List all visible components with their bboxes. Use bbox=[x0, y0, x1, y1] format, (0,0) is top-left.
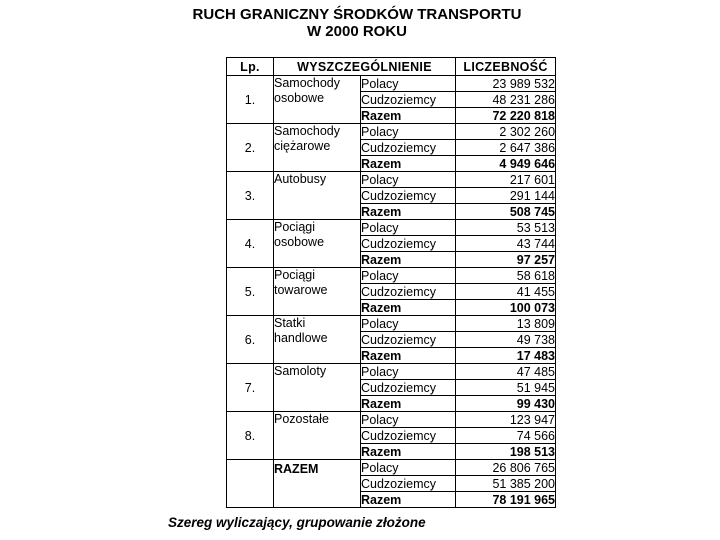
category-label: Cudzoziemcy bbox=[361, 428, 456, 444]
count-value: 72 220 818 bbox=[456, 108, 556, 124]
table-row bbox=[227, 460, 556, 476]
count-value: 47 485 bbox=[456, 364, 556, 380]
count-value: 78 191 965 bbox=[456, 492, 556, 508]
category-label: Polacy bbox=[361, 460, 456, 476]
count-value: 100 073 bbox=[456, 300, 556, 316]
transport-table bbox=[226, 57, 556, 508]
table-row bbox=[227, 412, 556, 428]
count-value: 49 738 bbox=[456, 332, 556, 348]
category-label: Razem bbox=[361, 444, 456, 460]
row-number: 5. bbox=[227, 268, 274, 316]
category-label: Razem bbox=[361, 108, 456, 124]
category-label: Polacy bbox=[361, 316, 456, 332]
count-value: 2 647 386 bbox=[456, 140, 556, 156]
title-line-2: W 2000 ROKU bbox=[306, 23, 408, 40]
transport-type: Statki handlowe bbox=[274, 316, 361, 364]
table-row bbox=[227, 268, 556, 284]
count-value: 41 455 bbox=[456, 284, 556, 300]
row-number: 6. bbox=[227, 316, 274, 364]
table-row bbox=[227, 76, 556, 92]
title-line-1: RUCH GRANICZNY ŚRODKÓW TRANSPORTU bbox=[192, 6, 522, 23]
category-label: Cudzoziemcy bbox=[361, 380, 456, 396]
transport-type: Pociągi osobowe bbox=[274, 220, 361, 268]
category-label: Polacy bbox=[361, 364, 456, 380]
category-label: Razem bbox=[361, 156, 456, 172]
category-label: Cudzoziemcy bbox=[361, 284, 456, 300]
category-label: Razem bbox=[361, 204, 456, 220]
count-value: 291 144 bbox=[456, 188, 556, 204]
category-label: Polacy bbox=[361, 412, 456, 428]
table-body bbox=[227, 76, 556, 508]
count-value: 74 566 bbox=[456, 428, 556, 444]
table-header-row bbox=[227, 58, 556, 76]
table-row bbox=[227, 220, 556, 236]
count-value: 26 806 765 bbox=[456, 460, 556, 476]
category-label: Cudzoziemcy bbox=[361, 236, 456, 252]
category-label: Cudzoziemcy bbox=[361, 92, 456, 108]
category-label: Razem bbox=[361, 348, 456, 364]
table-row bbox=[227, 316, 556, 332]
category-label: Polacy bbox=[361, 76, 456, 92]
count-value: 17 483 bbox=[456, 348, 556, 364]
count-value: 58 618 bbox=[456, 268, 556, 284]
category-label: Cudzoziemcy bbox=[361, 476, 456, 492]
count-value: 51 385 200 bbox=[456, 476, 556, 492]
count-value: 508 745 bbox=[456, 204, 556, 220]
category-label: Polacy bbox=[361, 220, 456, 236]
table-row bbox=[227, 364, 556, 380]
header-liczebnosc: LICZEBNOŚĆ bbox=[456, 58, 556, 76]
table-row bbox=[227, 172, 556, 188]
header-wyszczegolnienie: WYSZCZEGÓLNIENIE bbox=[274, 58, 456, 76]
count-value: 217 601 bbox=[456, 172, 556, 188]
count-value: 2 302 260 bbox=[456, 124, 556, 140]
category-label: Cudzoziemcy bbox=[361, 188, 456, 204]
transport-type: RAZEM bbox=[274, 460, 361, 508]
count-value: 48 231 286 bbox=[456, 92, 556, 108]
caption: Szereg wyliczający, grupowanie złożone bbox=[168, 515, 426, 530]
count-value: 51 945 bbox=[456, 380, 556, 396]
header-lp: Lp. bbox=[227, 58, 274, 76]
row-number bbox=[227, 460, 274, 508]
category-label: Razem bbox=[361, 396, 456, 412]
count-value: 198 513 bbox=[456, 444, 556, 460]
transport-type: Samochody osobowe bbox=[274, 76, 361, 124]
count-value: 123 947 bbox=[456, 412, 556, 428]
count-value: 97 257 bbox=[456, 252, 556, 268]
row-number: 2. bbox=[227, 124, 274, 172]
row-number: 3. bbox=[227, 172, 274, 220]
category-label: Cudzoziemcy bbox=[361, 332, 456, 348]
transport-type: Autobusy bbox=[274, 172, 361, 220]
category-label: Razem bbox=[361, 252, 456, 268]
category-label: Polacy bbox=[361, 124, 456, 140]
category-label: Razem bbox=[361, 492, 456, 508]
row-number: 8. bbox=[227, 412, 274, 460]
count-value: 13 809 bbox=[456, 316, 556, 332]
transport-type: Pociągi towarowe bbox=[274, 268, 361, 316]
category-label: Polacy bbox=[361, 268, 456, 284]
row-number: 4. bbox=[227, 220, 274, 268]
transport-type: Pozostałe bbox=[274, 412, 361, 460]
count-value: 4 949 646 bbox=[456, 156, 556, 172]
category-label: Polacy bbox=[361, 172, 456, 188]
count-value: 53 513 bbox=[456, 220, 556, 236]
row-number: 1. bbox=[227, 76, 274, 124]
count-value: 99 430 bbox=[456, 396, 556, 412]
transport-type: Samochody ciężarowe bbox=[274, 124, 361, 172]
count-value: 43 744 bbox=[456, 236, 556, 252]
count-value: 23 989 532 bbox=[456, 76, 556, 92]
transport-type: Samoloty bbox=[274, 364, 361, 412]
category-label: Razem bbox=[361, 300, 456, 316]
table-row bbox=[227, 124, 556, 140]
category-label: Cudzoziemcy bbox=[361, 140, 456, 156]
row-number: 7. bbox=[227, 364, 274, 412]
